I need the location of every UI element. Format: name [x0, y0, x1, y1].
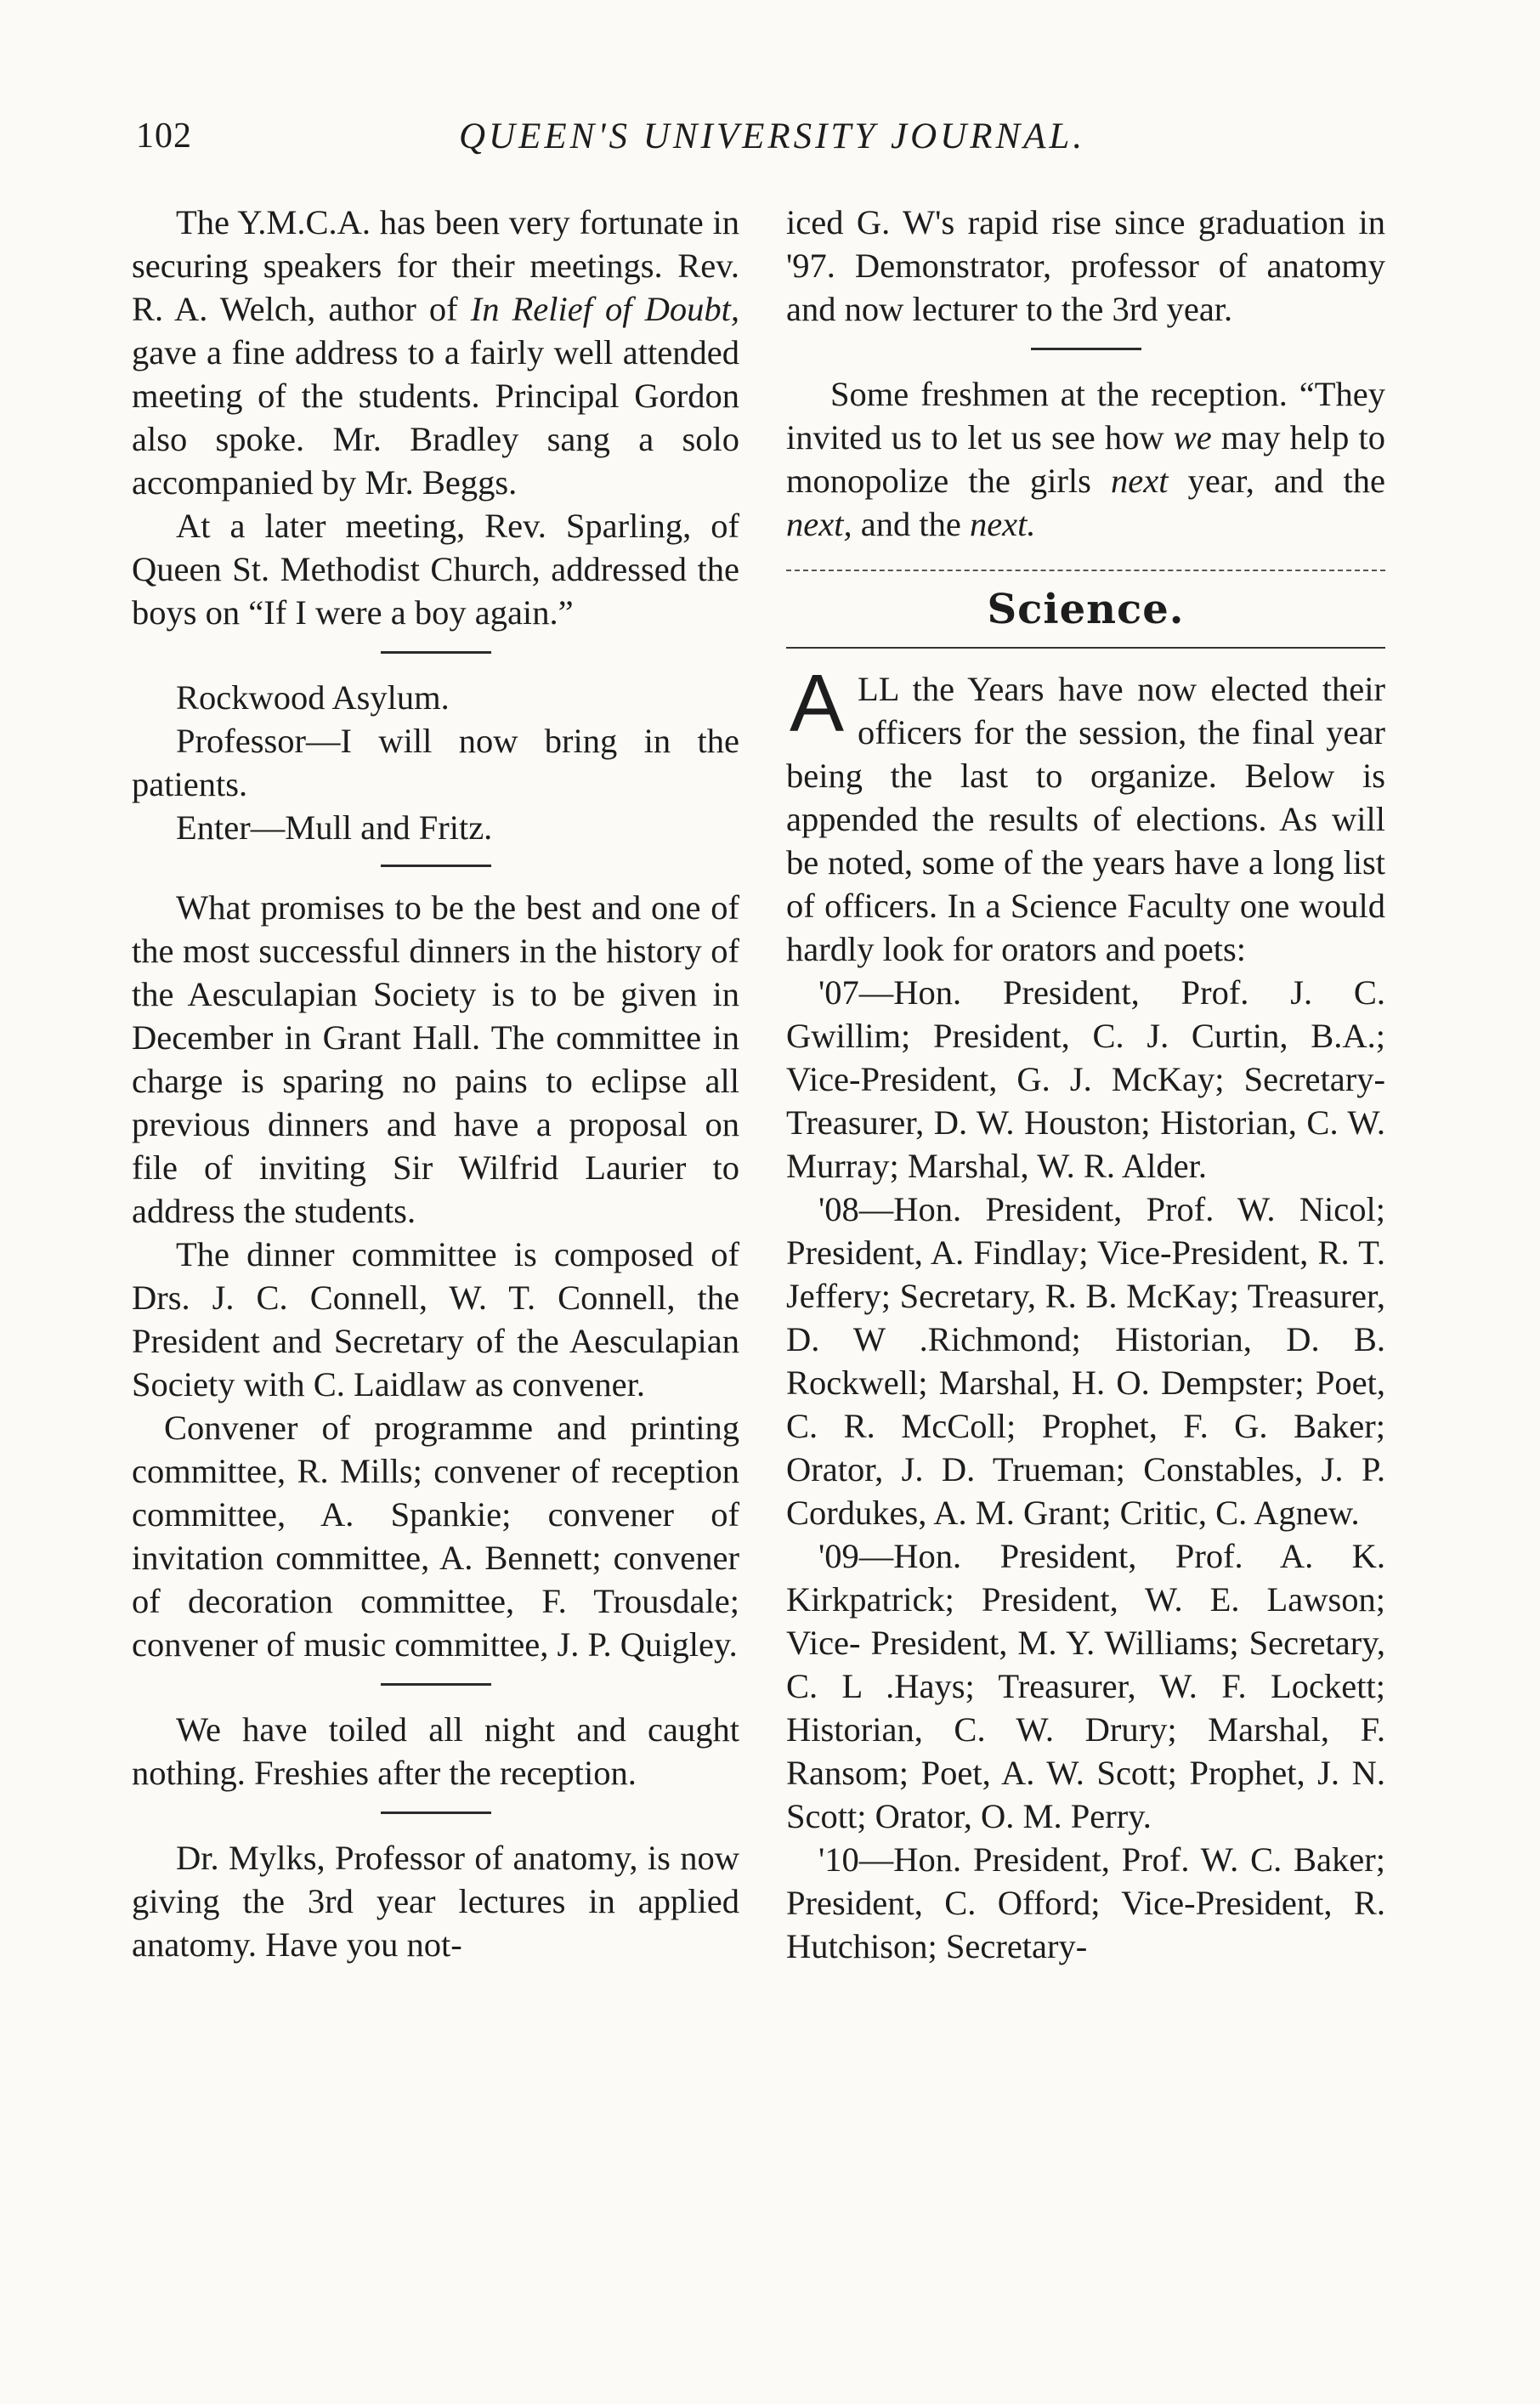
ymca-text-rest: gave a fine address to a fairly well attended meeting of the students. Principal Gordon also spoke. Mr. Bradley sang a solo accompanied by Mr. Beggs.: [132, 333, 739, 502]
freshmen-paragraph: [786, 372, 1385, 546]
freshmen-text: Some freshmen at the reception. “They invited us to let us see how: [786, 375, 1385, 456]
heading-rule: [786, 647, 1385, 649]
right-column: [786, 201, 1385, 1968]
freshmen-text-b: may help to monopolize the girls: [786, 418, 1386, 500]
convener-paragraph: Convener of programme and printing committee, R. Mills; convener of reception committee, A. Spankie; convener of invitation committee, A. Bennett; convener of decoration committee, F. Trousdale; convener of music committee, J. P. Quigley.: [132, 1409, 739, 1664]
year-10-officers: '10—Hon. President, Prof. W. C. Baker; President, C. Offord; Vice-President, R. Hutchison; Secretary-: [786, 1840, 1385, 1965]
section-divider: [786, 570, 1385, 571]
year-07-officers: '07—Hon. President, Prof. J. C. Gwillim; President, C. J. Curtin, B.A.; Vice-President, G. J. McKay; Secretary-Treasurer, D. W. Houston; Historian, C. W. Murray; Marshal, W. R. Alder.: [786, 973, 1385, 1185]
emphasis-next: next.: [969, 505, 1036, 543]
left-column: [132, 201, 739, 1966]
freshmen-text-d: and the: [860, 505, 961, 543]
divider: [381, 651, 491, 654]
page-header: [136, 116, 1122, 163]
enter-line: Enter—Mull and Fritz.: [176, 808, 493, 847]
emphasis-we: we: [1173, 418, 1212, 456]
freshmen-text-c: year, and the: [1187, 462, 1386, 500]
sparling-paragraph: At a later meeting, Rev. Sparling, of Queen St. Methodist Church, addressed the boys on “If I were a boy again.”: [132, 507, 739, 632]
science-intro-text: LL the Years have now elected their officers for the session, the final year being the last to organize. Below is appended the results of elections. As will be noted, some of the years have a long list of officers. In a Science Faculty one would hardly look for orators and poets:: [786, 670, 1385, 968]
journal-title: QUEEN'S UNIVERSITY JOURNAL.: [459, 116, 1086, 156]
professor-line: Professor—I will now bring in the patients.: [132, 722, 739, 803]
section-heading: Science.: [987, 586, 1185, 633]
divider: [1031, 348, 1141, 350]
divider: [381, 1683, 491, 1686]
dinner-paragraph: What promises to be the best and one of the most successful dinners in the history of the Aesculapian Society is to be given in December in Grant Hall. The committee in charge is sparing no pains to eclipse all previous dinners and have a proposal on file of inviting Sir Wilfrid Laurier to address the students.: [132, 888, 739, 1230]
science-intro-paragraph: [786, 658, 1385, 971]
page-number: 102: [136, 116, 192, 156]
committee-paragraph: The dinner committee is composed of Drs. J. C. Connell, W. T. Connell, the President and Secretary of the Aesculapian Society with C. Laidlaw as convener.: [132, 1235, 739, 1403]
emphasis-next: next,: [786, 505, 852, 543]
mylks-paragraph: Dr. Mylks, Professor of anatomy, is now giving the 3rd year lectures in applied anatomy. Have you not-: [132, 1839, 739, 1964]
drop-cap: A: [790, 658, 845, 749]
emphasis-next: next: [1111, 462, 1169, 500]
toiled-paragraph: We have toiled all night and caught nothing. Freshies after the reception.: [132, 1710, 739, 1792]
continued-paragraph: iced G. W's rapid rise since graduation in '97. Demonstrator, professor of anatomy and now lecturer to the 3rd year.: [786, 203, 1385, 328]
book-title: In Relief of Doubt,: [470, 290, 739, 328]
divider: [381, 1812, 491, 1814]
divider: [381, 865, 491, 867]
ymca-paragraph: [132, 201, 739, 504]
year-09-officers: '09—Hon. President, Prof. A. K. Kirkpatrick; President, W. E. Lawson; Vice- President, M. Y. Williams; Secretary, C. L .Hays; Treasurer, W. F. Lockett; Historian, C. W. Drury; Marshal, F. Ransom; Poet, A. W. Scott; Prophet, J. N. Scott; Orator, O. M. Perry.: [786, 1537, 1385, 1835]
ymca-text: The Y.M.C.A. has been very fortunate in securing speakers for their meetings. Rev. R. A. Welch, author of: [132, 203, 739, 328]
year-08-officers: '08—Hon. President, Prof. W. Nicol; President, A. Findlay; Vice-President, R. T. Jeffery; Secretary, R. B. McKay; Treasurer, D. W .Richmond; Historian, D. B. Rockwell; Marshal, H. O. Dempster; Poet, C. R. McColl; Prophet, F. G. Baker; Orator, J. D. Trueman; Constables, J. P. Cordukes, A. M. Grant; Critic, C. Agnew.: [786, 1190, 1385, 1532]
asylum-line: Rockwood Asylum.: [176, 678, 450, 717]
